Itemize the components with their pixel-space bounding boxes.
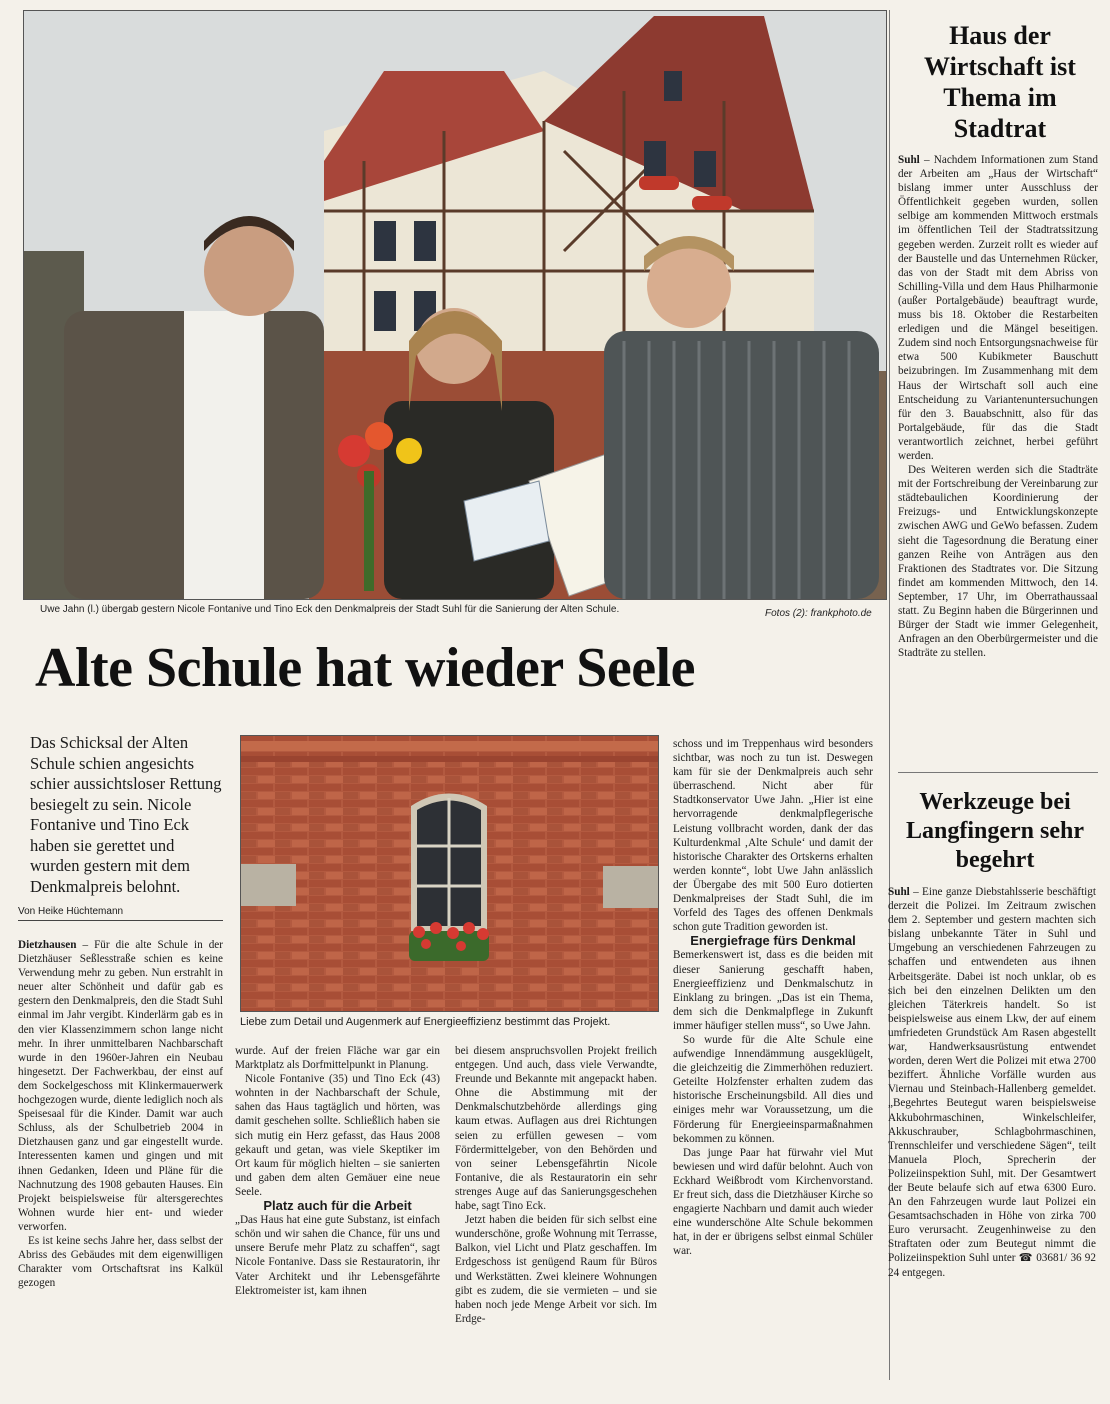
sidebar-paragraph: Suhl – Eine ganze Diebstahlsserie beschäftigt derzeit die Polizei. Im Zeitraum zwischen dem 2. September und gestern machten sich bislang unbekannte Täter in Suhl und Umgebung an verschiedenen Fahrzeugen zu schaffen und entwendeten aus ihnen Arbeitsgeräte. Dabei ist noch unklar, ob es sich bei den einzelnen Delikten um den gleichen Täterkreis handelt. So ist beispielsweise aus einem Lkw, der auf einem umfriedeten Grundstück Am Rasen abgestellt war, Handwerksausrüstung entwendet worden, deren Wert die Polizei mit etwa 2700 beziffert. Ähnliche Vorfälle wurden aus Viernau und Steinbach-Hallenberg gemeldet. „Begehrtes Beutegut waren beispielsweise Akkubohrmaschinen, Winkelschleifer, Akkuschrauber, Schlagbohrmaschinen, Trennschleifer und verschiedene Sägen“, teilt Manuela Ploch, Sprecherin der Polizeiinspektion Suhl, mit. Der Gesamtwert der Beute belaufe sich auf etwa 6300 Euro. An den Fahrzeugen wurde laut Polizei ein Gesamtsachschaden in Höhe von zirka 700 Euro verursacht. Zeugenhinweise zu den Straftaten oder zum Beutegut nimmt die Polizeiinspektion Suhl unter ☎ 03681/ 36 92 24 entgegen.: [888, 886, 1096, 1279]
sidebar-2-headline: Werkzeuge bei Langfingern sehr begehrt: [905, 789, 1084, 873]
article-paragraph: schoss und im Treppenhaus wird besonders sichtbar, was noch zu tun ist. Deswegen kam für sie der Denkmalpreis auch sehr überraschend. Nicht aber für Stadtkonservator Uwe Jahn. „Hier ist eine hervorragende denkmalpflegerische Leistung vollbracht worden, dank der das Kulturdenkmal ‚Alte Schule‘ und damit der historische Charakter des Ortskerns erhalten werden konnte“, lobt Uwe Jahn anlässlich der Übergabe des mit 500 Euro dotierten Denkmalpreises der Stadt Suhl, die im Vorfeld des Tages des offenen Denkmals schon gute Tradition geworden ist.: [673, 738, 873, 934]
article-paragraph: Dietzhausen – Für die alte Schule in der Dietzhäuser Seßlesstraße schien es keine Verwendung mehr zu geben. Nun erstrahlt in neuer alter Schönheit und dafür gab es gestern den Denkmalpreis, den die Stadt Suhl einmal im Jahr vergibt. Kinderlärm gab es in den vier Klassenzimmern schon lange nicht mehr. In ihrer unmittelbaren Nachbarschaft wurde in den 1960er-Jahren ein Neubau hingesetzt. Der Fachwerkbau, der einst auf dem Sockelgeschoss mit Klinkermauerwerk hochgezogen wurde, diente lediglich noch als Speisesaal für die Kinder. Damit war auch Schluss, als der Schulbetrieb 2004 in Dietzhausen ganz und gar eingestellt wurde. Interessenten kamen und gingen und mit ihnen Gedanken, Ideen und Pläne für die Nachnutzung des 1908 gebauten Hauses. Ein Projekt beispielsweise für altersgerechtes Wohnen wurde hier ent- und wieder verworfen.: [18, 939, 224, 1233]
sidebar-1-headline: Haus der Wirtschaft ist Thema im Stadtrat: [924, 21, 1076, 143]
article-teaser: Das Schicksal der Alten Schule schien angesichts schier aussichtsloser Rettung besiegelt zu sein. Nicole Fontanive und Tino Eck haben sie gerettet und wurden gestern mit dem Denkmalpreis belohnt.: [30, 733, 222, 896]
window-photo: [240, 735, 659, 1012]
article-dateline: Dietzhausen: [18, 939, 77, 951]
article-column-3: [455, 1044, 657, 1326]
sidebar-paragraph: Suhl – Nachdem Informationen zum Stand der Arbeiten am „Haus der Wirtschaft“ bislang immer unter Ausschluss der Öffentlichkeit gegeben wurden, sollen selbige am kommenden Mittwoch erstmals im öffentlichen Teil der Stadtratssitzung gegeben werden. Zurzeit rollt es wieder auf der Baustelle und das Unternehmen Rücker, das von der Stadt mit dem Abriss von Schilling-Villa und dem Haus Philharmonie (außer Portalgebäude) beauftragt wurde, muss bis 18. Oktober die Restarbeiten erledigen und die Mängel beseitigen. Zudem sind noch Entsorgungsnachweise für etwa 500 Kubikmeter Bauschutt beizubringen. Im Zusammenhang mit dem Haus der Wirtschaft soll auch eine Entscheidung zu Variantenuntersuchungen für den 3. Bauabschnitt, also für das Portalgebäude, für das die Stadt verantwortlich zeichnet, herbei geführt werden.: [898, 154, 1098, 462]
article-byline: Von Heike Hüchtemann: [18, 906, 223, 921]
sidebar-1-body: [898, 153, 1098, 660]
sidebar-2-body: [888, 885, 1096, 1280]
sidebar-2-dateline: Suhl: [888, 886, 910, 898]
article-column-1: [18, 938, 223, 1290]
article-paragraph: Nicole Fontanive (35) und Tino Eck (43) wohnten in der Nachbarschaft der Schule, sahen das Haus tagtäglich und hörten, was damit geschehen sollte. Schließlich haben sie sich mutig ein Herz gefasst, das Haus 2008 gekauft und getan, was viele Skeptiker im Ort kaum für möglich hielten – sie sanierten und gaben dem alten Gemäuer eine neue Seele.: [235, 1073, 440, 1198]
article-subheading: Platz auch für die Arbeit: [263, 1198, 412, 1214]
article-column-2: [235, 1044, 440, 1298]
main-photo: [23, 10, 887, 600]
article-paragraph: Bemerkenswert ist, dass es die beiden mit dieser Sanierung geschafft haben, Energieeffizienz und Denkmalschutz in Einklang zu bringen. „Das ist ein Thema, dem sich die Denkmalpflege in Zukunft immer häufiger stellen muss“, so Uwe Jahn.: [673, 949, 873, 1032]
article-paragraph: Das junge Paar hat fürwahr viel Mut bewiesen und wird dafür belohnt. Auch von Eckhard Weißbrodt vom Kirchenvorstand. Er freut sich, dass die Dietzhäuser Kirche so engagierte Nachbarn und damit auch wieder eine wunderschöne Alte Schule bekommen hat, in der er übrigens selbst einmal Schüler war.: [673, 1146, 873, 1258]
article-paragraph: Es ist keine sechs Jahre her, dass selbst der Abriss des Gebäudes mit dem eigenwilligen Charakter vom Ortschaftsrat ins Kalkül gezogen: [18, 1234, 223, 1290]
article-paragraph: wurde. Auf der freien Fläche war gar ein Marktplatz als Dorfmittelpunkt in Planung.: [235, 1045, 440, 1072]
article-paragraph: bei diesem anspruchsvollen Projekt freilich entgegen. Und auch, dass viele Verwandte, Freunde und Bekannte mit angepackt haben. Ohne die Abstimmung mit der Denkmalschutzbehörde allerdings ging kaum etwas. Auflagen aus drei Richtungen seien zu erfüllen gewesen – vom Fördermittelgeber, von den Behörden und von seiner Lebensgefährtin Nicole Fontanive, die als Restauratorin ein sehr strenges Auge auf das Sanierungsgeschehen habe, sagt Tino Eck.: [455, 1045, 657, 1213]
article-headline: Alte Schule hat wieder Seele: [35, 637, 695, 699]
award-photo-illustration: [24, 11, 886, 599]
brick-window-illustration: [241, 736, 658, 1011]
article-subheading: Energiefrage fürs Denkmal: [690, 933, 856, 949]
article-paragraph: So wurde für die Alte Schule eine aufwendige Innendämmung ausgeklügelt, die gleichzeitig die Zimmerhöhen reduziert. Geteilte Holzfenster erhalten zudem das historische Erscheinungsbild. All dies und einiges mehr war Voraussetzung, um die Förderung für Energieeinsparmaßnahmen bekommen zu können.: [673, 1033, 873, 1145]
sidebar-divider: [898, 772, 1098, 773]
window-photo-caption: Liebe zum Detail und Augenmerk auf Energieeffizienz bestimmt das Projekt.: [240, 1016, 611, 1028]
photo-credit: Fotos (2): frankphoto.de: [765, 608, 872, 619]
article-paragraph: „Das Haus hat eine gute Substanz, ist einfach schön und wir sahen die Chance, für uns und unsere Berufe mehr Platz zu schaffen“, sagt Nicole Fontanive. Dass sie Restauratorin, ihr Vater Architekt und ihr Lebensgefährte Elektromeister ist, kam ihnen: [235, 1214, 440, 1297]
sidebar-1-dateline: Suhl: [898, 154, 920, 166]
article-column-4: [673, 737, 873, 1258]
article-paragraph: Jetzt haben die beiden für sich selbst eine wunderschöne, große Wohnung mit Terrasse, Balkon, viel Licht und Platz geschaffen. Im Erdgeschoss ist genügend Raum für Büros und Werkstätten. Zwei kleinere Wohnungen gibt es zudem, die sie vermieten – und sie haben noch jede Menge Arbeit vor sich. Im Erdge-: [455, 1214, 657, 1325]
sidebar-paragraph: Des Weiteren werden sich die Stadträte mit der Fortschreibung der Vereinbarung zur städtebaulichen Koordinierung der Freizugs- und Entwicklungskonzepte zwischen AWG und GeWo befassen. Zudem sieht die Tagesordnung die Beratung einer ganzen Reihe von Anträgen aus den Fraktionen des Stadtrates vor. Die Sitzung findet am kommenden Mittwoch, den 14. September, 17 Uhr, im Oberrathaussaal statt. Zu Beginn haben die Bürgerinnen und Bürger der Stadt wie immer Gelegenheit, Anfragen an den Oberbürgermeister und die Stadträte zu stellen.: [898, 464, 1098, 660]
main-photo-caption: Uwe Jahn (l.) übergab gestern Nicole Fontanive und Tino Eck den Denkmalpreis der Stadt Suhl für die Sanierung der Alten Schule.: [40, 604, 620, 615]
